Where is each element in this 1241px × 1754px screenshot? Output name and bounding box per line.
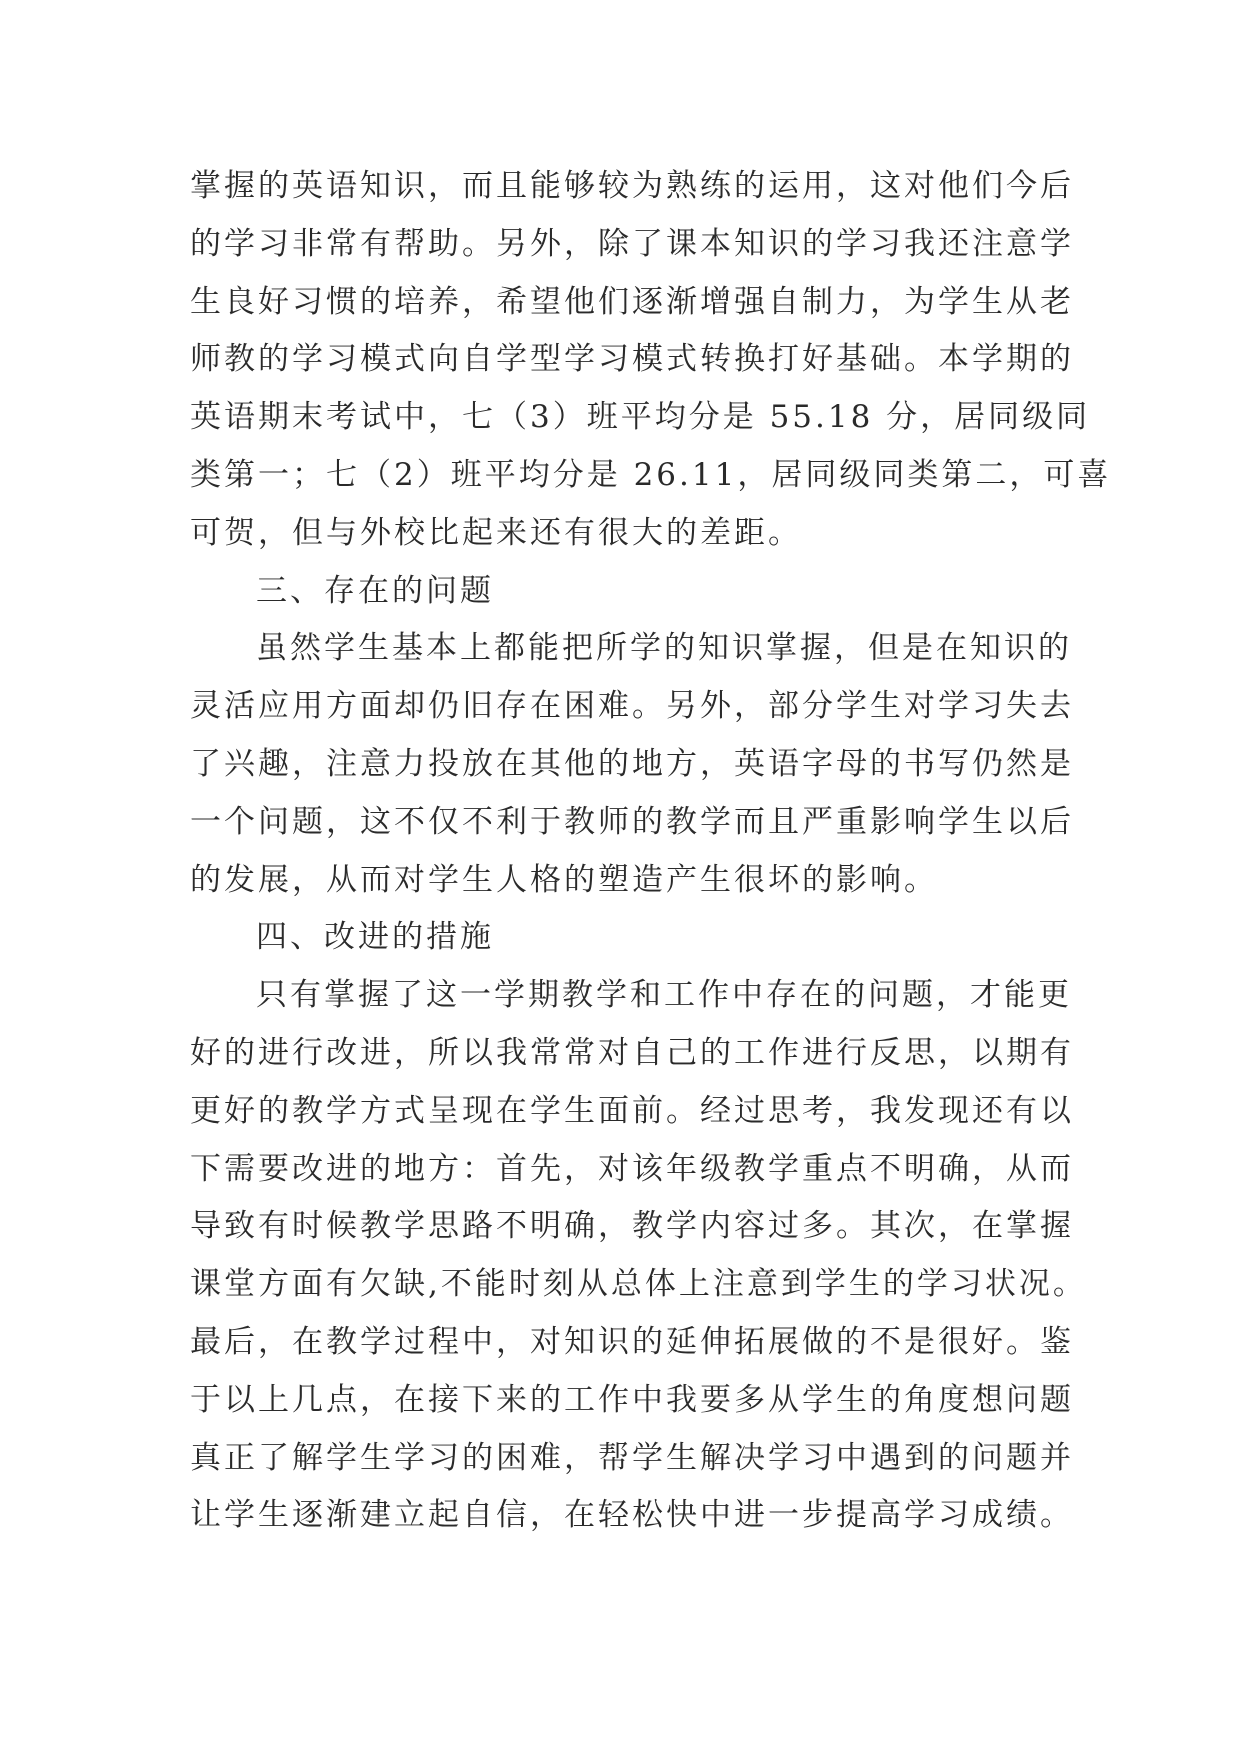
text-line: 的发展，从而对学生人格的塑造产生很坏的影响。	[190, 861, 938, 898]
text-line: 师教的学习模式向自学型学习模式转换打好基础。本学期的	[190, 341, 1074, 378]
text-line: 只有掌握了这一学期教学和工作中存在的问题，才能更	[256, 977, 1072, 1014]
text-line: 类第一；七（2）班平均分是 26.11，居同级同类第二，可喜	[190, 456, 1112, 493]
text-line: 一个问题，这不仅不利于教师的教学而且严重影响学生以后	[190, 803, 1074, 840]
text-line: 课堂方面有欠缺,不能时刻从总体上注意到学生的学习状况。	[190, 1266, 1087, 1303]
text-line: 掌握的英语知识，而且能够较为熟练的运用，这对他们今后	[190, 168, 1074, 204]
text-line: 下需要改进的地方：首先，对该年级教学重点不明确，从而	[190, 1150, 1074, 1187]
text-line: 于以上几点，在接下来的工作中我要多从学生的角度想问题	[190, 1381, 1074, 1418]
text-line: 更好的教学方式呈现在学生面前。经过思考，我发现还有以	[190, 1092, 1074, 1129]
text-line: 了兴趣，注意力投放在其他的地方，英语字母的书写仍然是	[190, 745, 1074, 782]
text-line: 真正了解学生学习的困难，帮学生解决学习中遇到的问题并	[190, 1439, 1074, 1476]
text-line: 让学生逐渐建立起自信，在轻松快中进一步提高学习成绩。	[190, 1497, 1074, 1534]
text-line: 的学习非常有帮助。另外，除了课本知识的学习我还注意学	[190, 225, 1074, 262]
section-heading-improvements: 四、改进的措施	[256, 919, 494, 956]
text-line: 虽然学生基本上都能把所学的知识掌握，但是在知识的	[256, 630, 1072, 667]
text-line: 导致有时候教学思路不明确，教学内容过多。其次，在掌握	[190, 1208, 1074, 1245]
text-line: 灵活应用方面却仍旧存在困难。另外，部分学生对学习失去	[190, 688, 1074, 725]
document-body	[190, 158, 1112, 1545]
text-line: 可贺，但与外校比起来还有很大的差距。	[190, 514, 802, 551]
section-heading-problems: 三、存在的问题	[256, 572, 494, 609]
text-line: 英语期末考试中，七（3）班平均分是 55.18 分，居同级同	[190, 399, 1091, 436]
text-line: 最后，在教学过程中，对知识的延伸拓展做的不是很好。鉴	[190, 1323, 1074, 1360]
text-line: 好的进行改进，所以我常常对自己的工作进行反思，以期有	[190, 1034, 1074, 1071]
text-line: 生良好习惯的培养，希望他们逐渐增强自制力，为学生从老	[190, 283, 1074, 320]
